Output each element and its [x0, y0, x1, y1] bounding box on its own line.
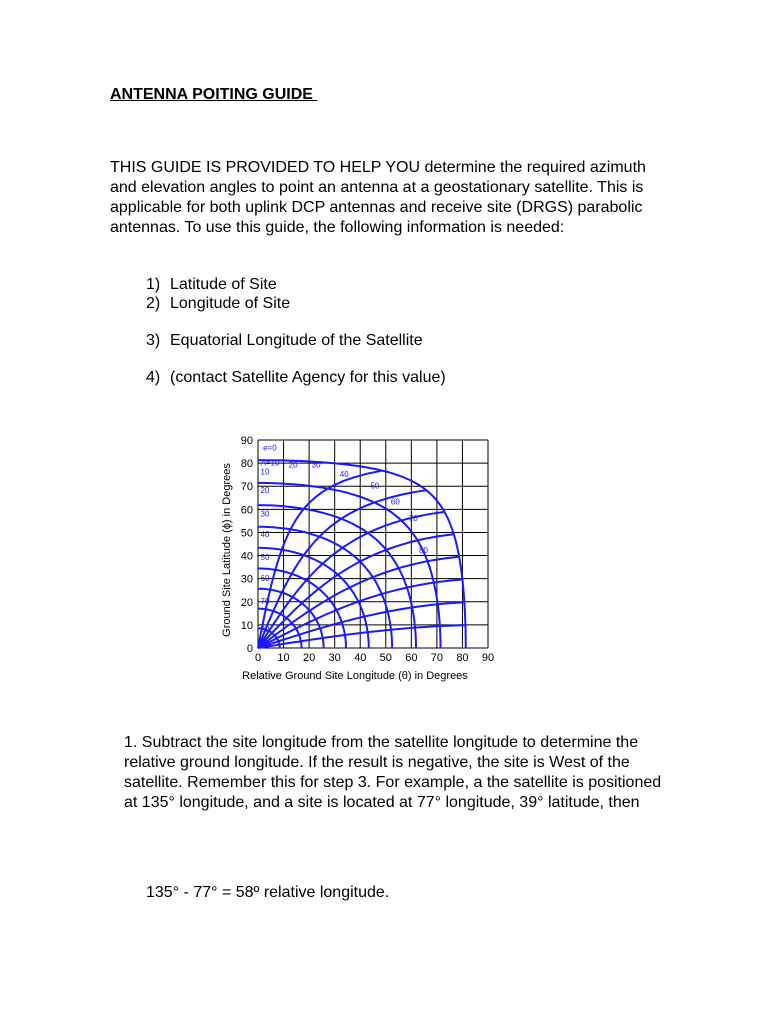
pointing-chart	[216, 435, 495, 686]
list-item-number: 3)	[146, 332, 161, 349]
elevation-series-label: e=0	[263, 443, 277, 453]
calculation-text: 135° - 77° = 58º relative longitude.	[146, 884, 390, 901]
x-tick-label: 20	[302, 652, 316, 664]
azimuth-left-label: 20	[260, 486, 270, 496]
document-title: ANTENNA POITING GUIDE	[110, 86, 318, 103]
azimuth-left-label: 10	[260, 467, 270, 477]
azimuth-label: 70	[408, 513, 418, 523]
azimuth-label: 30	[311, 460, 321, 470]
azimuth-left-label: 30	[260, 509, 270, 519]
list-item-text: (contact Satellite Agency for this value)	[170, 369, 446, 386]
y-tick-label: 20	[240, 596, 253, 609]
azimuth-label: 50	[370, 481, 380, 491]
list-item	[146, 276, 277, 294]
x-tick-label: 10	[277, 652, 290, 664]
x-tick-label: 60	[405, 652, 418, 664]
y-tick-label: 40	[240, 550, 253, 563]
x-axis-label: Relative Ground Site Longitude (θ) in Degrees	[242, 670, 468, 682]
list-item	[146, 332, 423, 350]
azimuth-series-label: A=10	[260, 458, 280, 468]
x-tick-label: 50	[379, 652, 392, 664]
list-item-number: 1)	[146, 276, 161, 293]
azimuth-label: 40	[339, 469, 349, 479]
elevation-curve	[258, 548, 369, 648]
elevation-curve	[258, 505, 416, 648]
azimuth-left-label: 70	[260, 597, 270, 607]
list-item-text: Longitude of Site	[170, 295, 291, 312]
azimuth-left-label: 60	[260, 573, 270, 583]
list-item-number: 4)	[146, 369, 161, 386]
list-item	[146, 369, 446, 387]
y-tick-label: 80	[240, 458, 253, 471]
list-item-number: 2)	[146, 295, 161, 312]
intro-paragraph: THIS GUIDE IS PROVIDED TO HELP YOU determine the required azimuth and elevation angles to point an antenna at a geostationary satellite. This is applicable for both uplink DCP antennas and receive site (DRGS) parabolic antennas. To use this guide, the following information is needed:	[110, 159, 646, 236]
x-tick-label: 40	[354, 652, 367, 664]
list-item	[146, 295, 290, 313]
x-tick-label: 80	[456, 652, 469, 664]
azimuth-left-label: 80	[260, 624, 270, 634]
elevation-curve	[258, 527, 392, 648]
x-tick-label: 0	[254, 652, 262, 664]
azimuth-curve	[258, 625, 465, 648]
azimuth-left-label: 40	[260, 530, 270, 540]
x-tick-label: 30	[328, 652, 341, 664]
list-item-text: Latitude of Site	[170, 276, 277, 293]
x-tick-label: 90	[481, 652, 495, 664]
list-item-text: Equatorial Longitude of the Satellite	[170, 332, 423, 349]
y-tick-label: 90	[240, 435, 253, 447]
azimuth-left-label: 50	[260, 553, 270, 563]
chart-grid	[258, 440, 488, 648]
y-tick-label: 10	[240, 619, 253, 632]
azimuth-label: 60	[390, 497, 400, 507]
x-tick-label: 70	[430, 652, 444, 664]
azimuth-label: 20	[288, 460, 298, 470]
y-tick-label: 60	[240, 504, 253, 517]
y-tick-label: 50	[240, 527, 253, 540]
elevation-curve	[258, 483, 441, 648]
pointing-chart-svg	[216, 435, 495, 686]
y-tick-label: 0	[246, 643, 253, 655]
y-tick-label: 30	[240, 573, 253, 586]
y-tick-label: 70	[240, 481, 253, 494]
step-1-paragraph: 1. Subtract the site longitude from the satellite longitude to determine the relative ground longitude. If the result is negative, the site is West of the satellite. Remember this for step 3. For example, a the satellite is positioned at 135° longitude, and a site is located at 77° longitude, 39° latitude, then	[124, 734, 662, 811]
y-axis-label: Ground Site Latitude (ϕ) in Degrees	[221, 463, 233, 637]
azimuth-label: 80	[419, 546, 428, 556]
chart-curves	[258, 460, 466, 648]
